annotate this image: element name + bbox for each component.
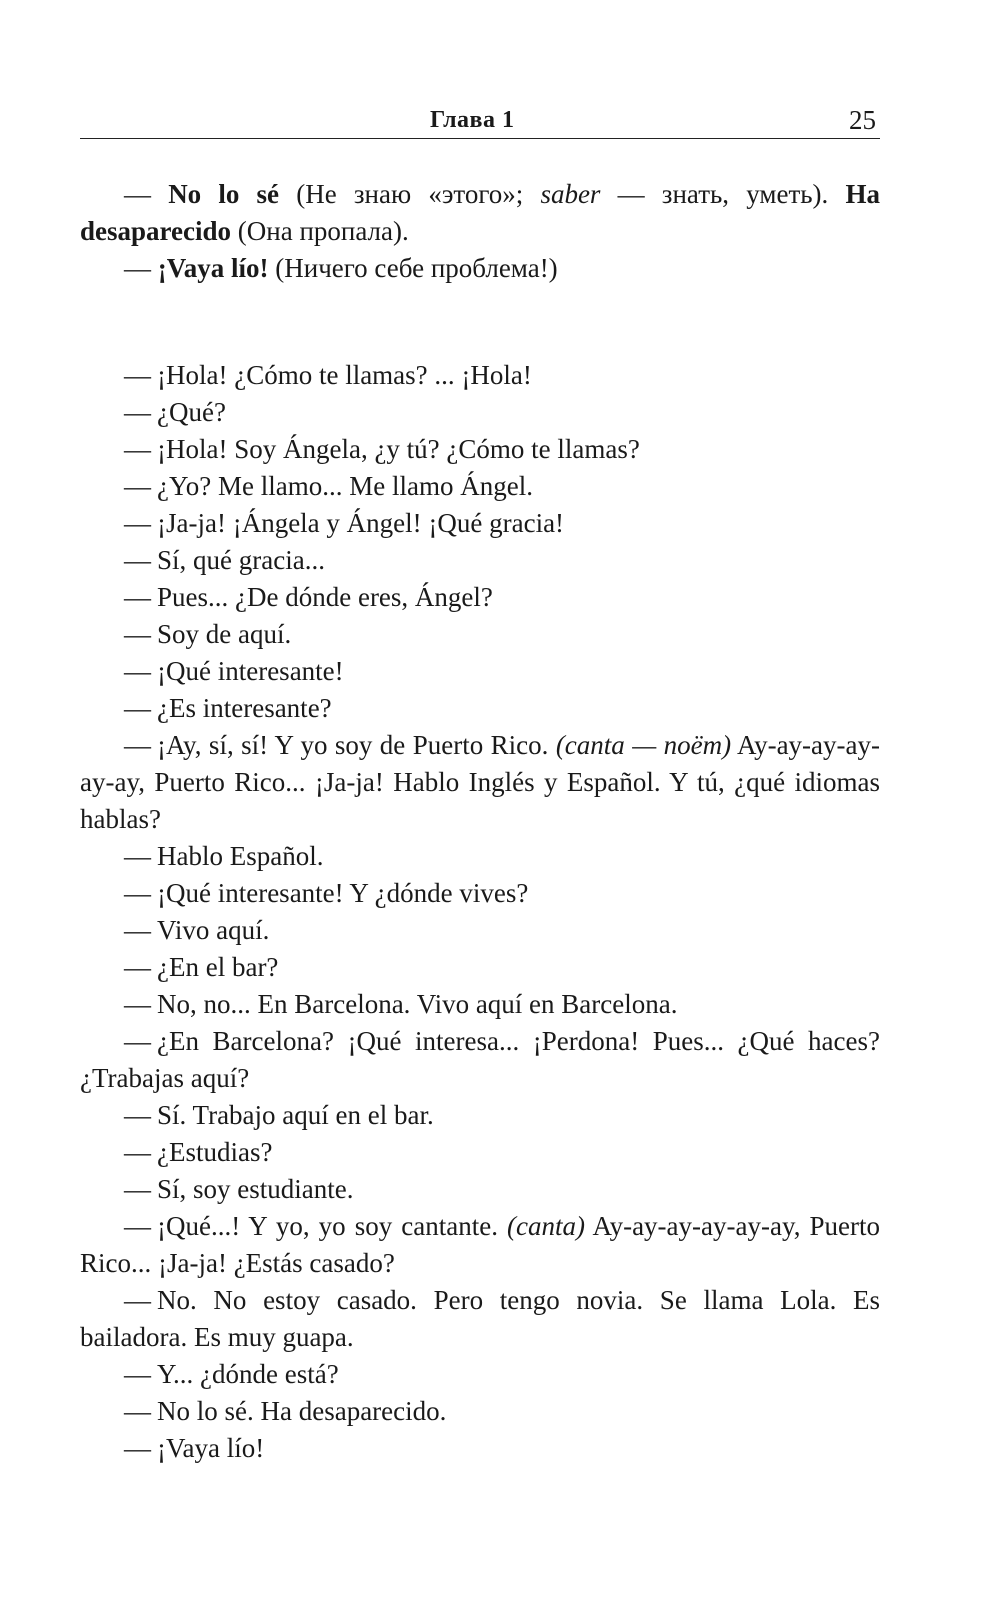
- dialogue-line: — Hablo Español.: [124, 841, 324, 871]
- dialogue-line: — ¡Qué...! Y yo, yo soy cantante. (canta) Ay-ay-ay-ay-ay-ay, Puerto Rico... ¡Ja-ja! ¿Estás casado?: [80, 1211, 880, 1278]
- dialogue-line: — Sí, soy estudiante.: [124, 1174, 354, 1204]
- dialogue-line: — ¡Ay, sí, sí! Y yo soy de Puerto Rico. (canta — поёт) Ay-ay-ay-ay-ay-ay, Puerto Rico... ¡Ja-ja! Hablo Inglés y Español. Y tú, ¿qué idiomas hablas?: [80, 730, 880, 834]
- dialogue-line: — Vivo aquí.: [124, 915, 270, 945]
- dialogue: [80, 357, 880, 1467]
- dialogue-line: — ¿En el bar?: [124, 952, 279, 982]
- note-line: — No lo sé (Не знаю «этого»; saber — знать, уметь). Ha desaparecido (Она пропала).: [80, 179, 881, 246]
- dialogue-line: — No lo sé. Ha desaparecido.: [124, 1396, 447, 1426]
- note-line: — ¡Vaya lío! (Ничего себе проблема!): [124, 253, 558, 283]
- page-number: 25: [849, 105, 876, 135]
- dialogue-line: — ¡Vaya lío!: [124, 1433, 265, 1463]
- dialogue-line: — No, no... En Barcelona. Vivo aquí en Barcelona.: [124, 989, 678, 1019]
- dialogue-line: — Pues... ¿De dónde eres, Ángel?: [124, 582, 493, 612]
- dialogue-line: — No. No estoy casado. Pero tengo novia. Se llama Lola. Es bailadora. Es muy guapa.: [80, 1285, 880, 1352]
- chapter-title: Глава 1: [430, 107, 515, 133]
- vocabulary-notes: [80, 176, 880, 287]
- dialogue-line: — ¡Hola! Soy Ángela, ¿y tú? ¿Cómo te llamas?: [124, 434, 640, 464]
- dialogue-line: — ¿Estudias?: [124, 1137, 273, 1167]
- dialogue-line: — ¿Es interesante?: [124, 693, 332, 723]
- dialogue-line: — ¿En Barcelona? ¡Qué interesa... ¡Perdona! Pues... ¿Qué haces? ¿Trabajas aquí?: [80, 1026, 880, 1093]
- dialogue-line: — Soy de aquí.: [124, 619, 292, 649]
- dialogue-line: — Y... ¿dónde está?: [124, 1359, 339, 1389]
- dialogue-line: — ¡Hola! ¿Cómo te llamas? ... ¡Hola!: [124, 360, 532, 390]
- dialogue-line: — Sí. Trabajo aquí en el bar.: [124, 1100, 434, 1130]
- dialogue-line: — ¡Ja-ja! ¡Ángela y Ángel! ¡Qué gracia!: [124, 508, 565, 538]
- page-text: [80, 176, 880, 1467]
- dialogue-line: — ¡Qué interesante!: [124, 656, 344, 686]
- dialogue-line: — ¿Yo? Me llamo... Me llamo Ángel.: [124, 471, 533, 501]
- dialogue-line: — Sí, qué gracia...: [124, 545, 325, 575]
- dialogue-line: — ¿Qué?: [124, 397, 226, 427]
- page-header: [80, 98, 880, 139]
- dialogue-line: — ¡Qué interesante! Y ¿dónde vives?: [124, 878, 529, 908]
